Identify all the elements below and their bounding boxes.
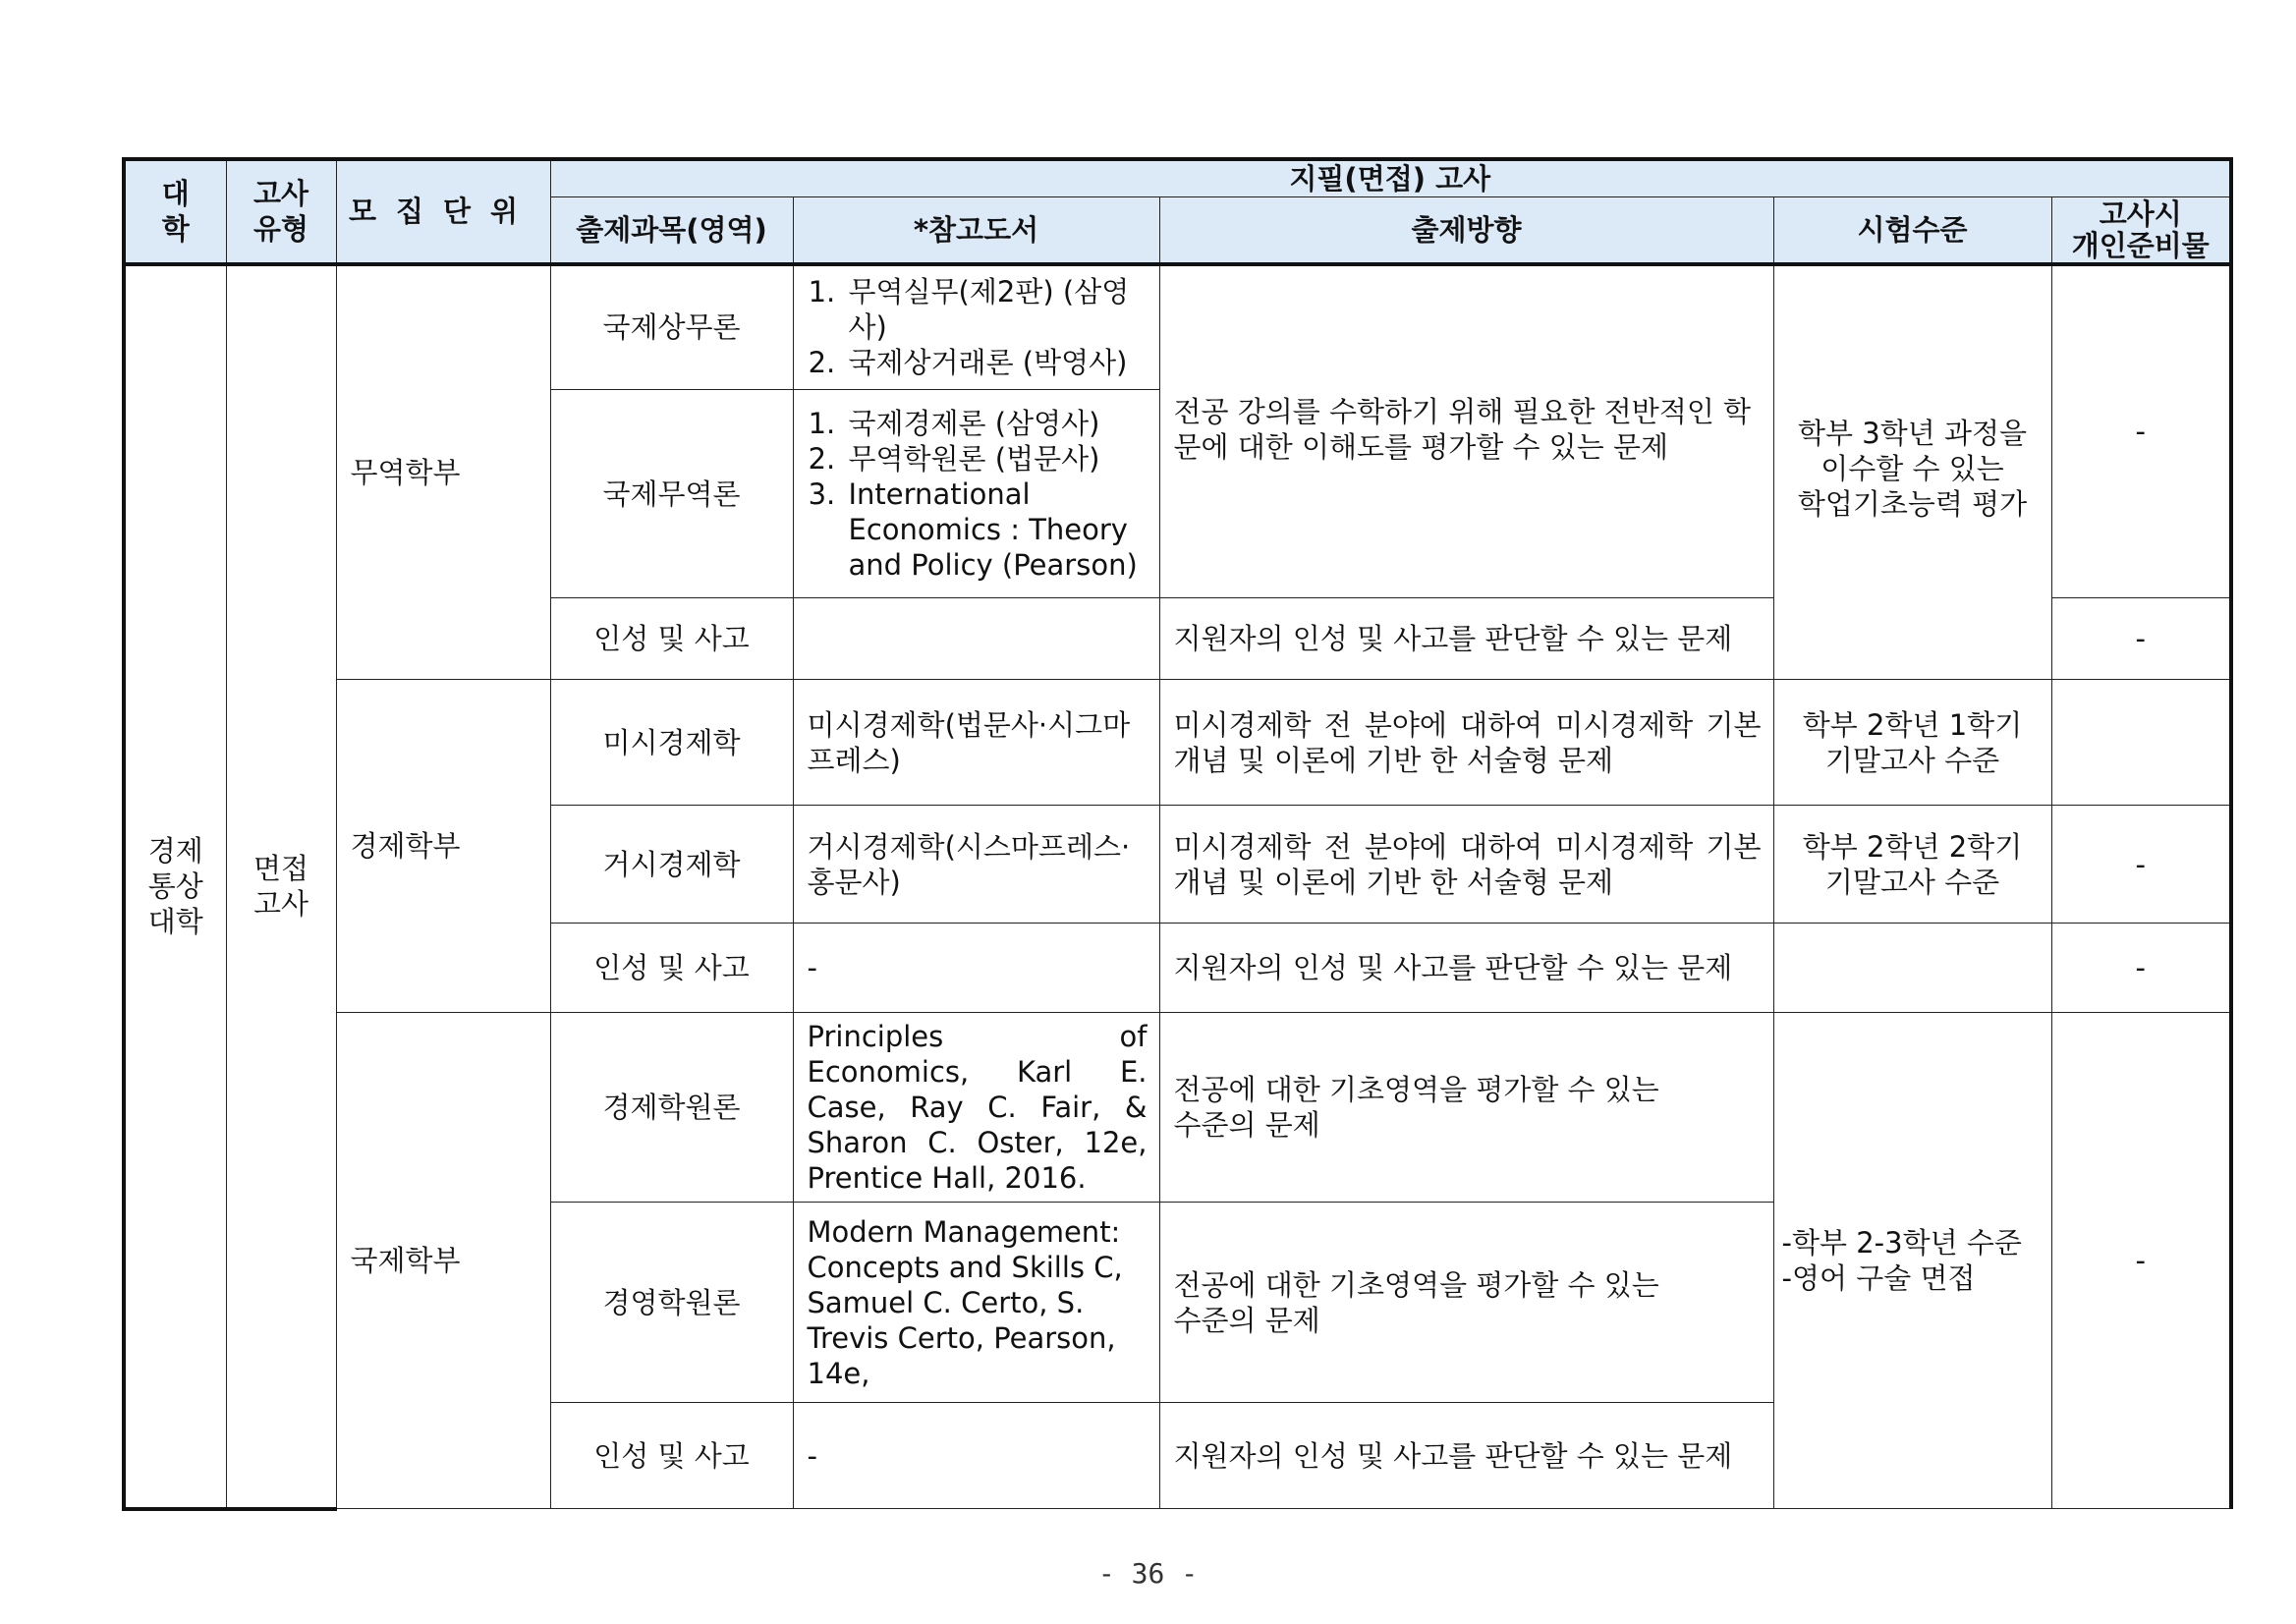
exam-type-name: 면접 고사 xyxy=(226,264,336,1509)
header-unit: 모집단위 xyxy=(336,159,550,264)
reference-item: 2. 무역학원론 (법문사) xyxy=(845,441,1148,476)
direction-cell: 전공에 대한 기초영역을 평가할 수 있는 수준의 문제 xyxy=(1159,1013,1773,1203)
reference-cell: 거시경제학(시스마프레스·홍문사) xyxy=(793,806,1159,924)
header-exam-type: 고사 유형 xyxy=(226,159,336,264)
reference-cell: - xyxy=(793,1403,1159,1509)
materials-cell xyxy=(2051,680,2231,806)
subject-cell: 국제무역론 xyxy=(550,390,793,598)
level-cell: -학부 2-3학년 수준 -영어 구술 면접 xyxy=(1773,1013,2051,1509)
reference-cell: Principles of Economics, Karl E. Case, Ray C. Fair, & Sharon C. Oster, 12e, Prentice Hall, 2016. xyxy=(793,1013,1159,1203)
level-cell: 학부 3학년 과정을 이수할 수 있는 학업기초능력 평가 xyxy=(1773,264,2051,680)
subject-cell: 인성 및 사고 xyxy=(550,924,793,1013)
college-name: 경제 통상 대학 xyxy=(124,264,226,1509)
direction-cell: 지원자의 인성 및 사고를 판단할 수 있는 문제 xyxy=(1159,598,1773,680)
reference-cell: 미시경제학(법문사·시그마프레스) xyxy=(793,680,1159,806)
direction-cell: 전공 강의를 수학하기 위해 필요한 전반적인 학문에 대한 이해도를 평가할 수 있는 문제 xyxy=(1159,264,1773,598)
reference-list xyxy=(808,406,1148,583)
materials-cell: - xyxy=(2051,1013,2231,1509)
subject-cell: 미시경제학 xyxy=(550,680,793,806)
direction-cell: 지원자의 인성 및 사고를 판단할 수 있는 문제 xyxy=(1159,924,1773,1013)
header-reference: *참고도서 xyxy=(793,197,1159,264)
subject-cell: 경영학원론 xyxy=(550,1203,793,1403)
header-written-interview-group: 지필(면접) 고사 xyxy=(550,159,2231,197)
level-cell: 학부 2학년 1학기 기말고사 수준 xyxy=(1773,680,2051,806)
subject-cell: 국제상무론 xyxy=(550,264,793,390)
header-subject: 출제과목(영역) xyxy=(550,197,793,264)
reference-item: 1. 무역실무(제2판) (삼영사) xyxy=(845,274,1148,345)
reference-cell xyxy=(793,598,1159,680)
materials-cell: - xyxy=(2051,924,2231,1013)
reference-cell xyxy=(793,264,1159,390)
exam-info-table xyxy=(122,157,2233,1511)
level-cell: 학부 2학년 2학기 기말고사 수준 xyxy=(1773,806,2051,924)
reference-list xyxy=(808,274,1148,380)
header-level: 시험수준 xyxy=(1773,197,2051,264)
direction-cell: 전공에 대한 기초영역을 평가할 수 있는 수준의 문제 xyxy=(1159,1203,1773,1403)
header-materials: 고사시 개인준비물 xyxy=(2051,197,2231,264)
unit-trade: 무역학부 xyxy=(336,264,550,680)
page-number: - 36 - xyxy=(1097,1557,1199,1590)
reference-cell: Modern Management: Concepts and Skills C, Samuel C. Certo, S. Trevis Certo, Pearson, 14e, xyxy=(793,1203,1159,1403)
admission-exam-table-page xyxy=(122,157,2229,1511)
direction-cell: 지원자의 인성 및 사고를 판단할 수 있는 문제 xyxy=(1159,1403,1773,1509)
materials-cell: - xyxy=(2051,806,2231,924)
materials-cell: - xyxy=(2051,264,2231,598)
reference-item: 1. 국제경제론 (삼영사) xyxy=(845,406,1148,441)
reference-cell xyxy=(793,390,1159,598)
level-cell xyxy=(1773,924,2051,1013)
direction-cell: 미시경제학 전 분야에 대하여 미시경제학 기본개념 및 이론에 기반 한 서술형 문제 xyxy=(1159,806,1773,924)
subject-cell: 인성 및 사고 xyxy=(550,1403,793,1509)
reference-item: 2. 국제상거래론 (박영사) xyxy=(845,345,1148,380)
materials-cell: - xyxy=(2051,598,2231,680)
unit-econ: 경제학부 xyxy=(336,680,550,1013)
header-college: 대 학 xyxy=(124,159,226,264)
reference-item: 3. International Economics : Theory and Policy (Pearson) xyxy=(845,476,1148,583)
header-direction: 출제방향 xyxy=(1159,197,1773,264)
subject-cell: 경제학원론 xyxy=(550,1013,793,1203)
direction-cell: 미시경제학 전 분야에 대하여 미시경제학 기본개념 및 이론에 기반 한 서술형 문제 xyxy=(1159,680,1773,806)
reference-cell: - xyxy=(793,924,1159,1013)
unit-intl: 국제학부 xyxy=(336,1013,550,1509)
subject-cell: 인성 및 사고 xyxy=(550,598,793,680)
subject-cell: 거시경제학 xyxy=(550,806,793,924)
